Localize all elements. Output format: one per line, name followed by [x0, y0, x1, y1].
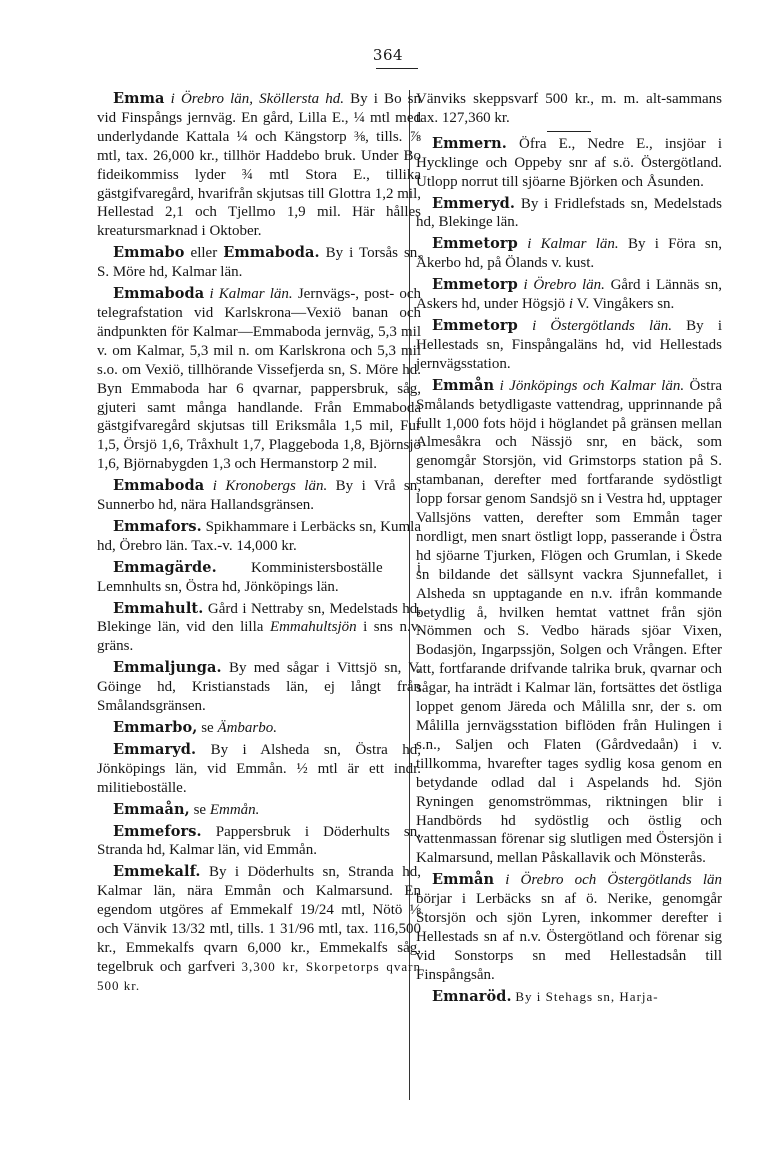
- header-rule: [376, 68, 418, 69]
- entry-headword: Emmetorp: [432, 235, 518, 253]
- entry-text: Jernvägs-, post- och telegrafstation vid Karlskrona—Vexiö banan och ändpunkten för Kalmar—Emmaboda jernväg, 5,3 mil v. om Kalmar, 5,3 mil n. om Karlskrona och 5,3 mil s.o. om Vexiö, tillhörande Vissefjerda sn, S. Möre hd. Byn Emmaboda har 6 qvarnar, pappersbruk, såg, gjuteri samt många handlande. Från Emmaboda gästgifvaregård skjutsas till Eriksmåla 1,5 mil, Fur 1,5, Örsjö 1,6, Tråxhult 1,7, Plaggeboda 1,8, Björnsjö 1,6, Björnabygden 1,3 och Hermanstorp 2 mil.: [97, 286, 422, 473]
- entry-text-small: By i Stehags sn, Harja-: [515, 988, 659, 1004]
- dictionary-entry: [97, 559, 421, 597]
- entry-headword-variant: Emmaboda.: [223, 244, 320, 262]
- dictionary-entry: [416, 377, 722, 869]
- entry-headword: Emmahult.: [113, 599, 204, 617]
- entry-text: se: [193, 801, 207, 818]
- left-column: [97, 90, 421, 999]
- dictionary-entry: [97, 801, 421, 820]
- dictionary-entry: [97, 863, 421, 995]
- entry-headword: Emmaboda: [113, 477, 205, 495]
- dictionary-entry: [97, 741, 421, 798]
- entry-text: Gård i Nettraby sn, Medelstads hd, Blekinge län, vid den lilla: [97, 600, 422, 636]
- entry-reference: i: [568, 296, 574, 313]
- entry-headword: Emmetorp: [432, 276, 518, 294]
- entry-text: By med sågar i Vittsjö sn, V. Göinge hd, Kristianstads län, ej långt från Smålandsgränsen.: [97, 660, 421, 715]
- entry-headword: Emmaboda: [113, 285, 205, 303]
- dictionary-entry: [97, 719, 421, 738]
- dictionary-entry: [416, 135, 722, 192]
- dictionary-entry: [97, 285, 421, 474]
- entry-text: Östra Smålands betydligaste vattendrag, upprinnande på fullt 1,000 fots höjd i höglandet på gränsen mellan Almesåkra och Nässjö snr, en bäck, som genomgår Storsjön, vid Grimstorps station på S. stambanan, derefter med fortfarande sydöstligt lopp forsar genom Sandsjö sn i Vestra hd, upptager Vallsjöns vatten, derefter som Emmån tager nordligt, men snart östligt lopp, passerande i Östra hd sjöarne Tjurken, Flögen och Grumlan, i Skede sn bildande det sällsynt vackra Sjunnefallet, i Alsheda sn upptagande en n.v. ifrån kommande betydlig å, hvilken hemtat vattnet från sjön Nömmen och S. Vedbo härads sjöar Vixen, Bodasjön, Ingarpssjön, Solgen och Vrången. Efter att, fortfarande drifvande talrika bruk, qvarnar och sågar, ha inträdt i Kalmar län, fortsättes det östliga loppet genom Järeda och Målilla snr, der s. om Målilla jernvägsstation biflöden från Hulingen i s.n., Saljen och Flaten (Gårdvedaån) i v. tillkomma, hvarefter tages sydlig kosa genom en betydande odlad dal i Aspelands hd. Sjön Ryningen genomströmmas, riktningen blir i Handbörds hd sydöstlig och östlig och vattenmassan förenar sig slutligen med Östersjön i Kalmarsund, mellan Påskallavik och Mönsterås.: [416, 377, 723, 867]
- entry-headword: Emma: [113, 90, 165, 107]
- entry-text-end: V. Vingåkers sn.: [576, 296, 675, 313]
- dictionary-entry: [97, 600, 421, 657]
- entry-headword: Emmån: [432, 871, 495, 889]
- entry-location: i Kalmar län.: [527, 236, 619, 253]
- page-number: 364: [372, 46, 404, 64]
- dictionary-entry: [416, 871, 722, 984]
- entry-location: i Jönköpings och Kalmar län.: [499, 377, 685, 394]
- entry-headword: Emnaröd.: [432, 987, 512, 1005]
- entry-text: börjar i Lerbäcks sn af ö. Nerike, genomgår Storsjön och sjön Lyren, inkommer derefter i Hellestads sn af n.v. Östergötland och förenar sig vid Sonstorps sn med Hellestadsån till Finspångsån.: [416, 891, 722, 983]
- entry-text: By i Föra sn, Åkerbo hd, på Ölands v. kust.: [416, 236, 723, 272]
- entry-text: By i Alsheda sn, Östra hd, Jönköpings län, vid Emmån. ½ mtl är ett indr. militieboställe.: [97, 741, 422, 796]
- entry-headword: Emmån: [432, 376, 495, 394]
- entry-text: By i Vrå sn, Sunnerbo hd, nära Hallandsgränsen.: [97, 478, 422, 514]
- dictionary-entry: [416, 988, 722, 1007]
- entry-headword: Emmeryd.: [432, 194, 516, 212]
- dictionary-entry: [416, 317, 722, 374]
- entry-headword: Emmagärde.: [113, 558, 217, 576]
- entry-text: By i Fridlefstads sn, Medelstads hd, Blekinge län.: [416, 195, 723, 231]
- entry-text: Gård i Lännäs sn, Askers hd, under Högsjö: [416, 277, 722, 313]
- dictionary-entry: [97, 518, 421, 556]
- dictionary-entry: [416, 276, 722, 314]
- entry-headword: Emmaån,: [113, 800, 190, 818]
- entry-text: By i Hellestads sn, Finspångaläns hd, vid Hellestads jernvägsstation.: [416, 317, 722, 372]
- entry-continuation: [416, 90, 722, 128]
- dictionary-entry: [97, 477, 421, 515]
- dictionary-entry: [97, 823, 421, 861]
- entry-location: i Östergötlands län.: [532, 317, 672, 334]
- entry-location: i Kronobergs län.: [212, 478, 328, 495]
- entry-text: se: [201, 720, 214, 736]
- entry-text: Spikhammare i Lerbäcks sn, Kumla hd, Örebro län. Tax.-v. 14,000 kr.: [97, 518, 421, 554]
- entry-headword: Emmern.: [432, 134, 507, 152]
- entry-headword: Emmetorp: [432, 316, 518, 334]
- entry-text: By i Bo sn vid Finspångs jernväg. En gård, Lilla E., ¼ mtl med underlydande Kattala ¼ och Kängstorp ⅜, tills. ⅞ mtl, tax. 26,000 kr., tillhör Haddebo bruk. Under Bo fideikommiss lyder ¾ mtl Stora E., tillika gästgifvaregård, hvarifrån skjutsas till Glottra 1,2 mil, Hellestad 2,1 och Tjellmo 1,9 mil. Här hålles kreatursmarknad i Oktober.: [97, 91, 422, 240]
- entry-reference: Emmahultsjön: [269, 619, 357, 636]
- dictionary-entry: [97, 659, 421, 716]
- entry-headword: Emmarbo,: [113, 719, 198, 736]
- entry-headword: Emmefors.: [113, 822, 202, 840]
- entry-text-small: 3,300 kr, Skorpetorps qvarn 500 kr.: [97, 958, 421, 993]
- entry-text: Öfra E., Nedre E., insjöar i Hycklinge och Oppeby snr af s.ö. Östergötland. Utlopp norrut till sjöarne Björken och Åsunden.: [416, 135, 722, 190]
- entry-headword: Emmabo: [113, 244, 185, 262]
- entry-text-end: i sns n.v. gräns.: [97, 619, 422, 655]
- entry-location: i Örebro län, Sköllersta hd.: [170, 91, 345, 107]
- dictionary-entry: [97, 90, 421, 241]
- entry-headword: Emmekalf.: [113, 863, 201, 881]
- entry-reference: Ämbarbo.: [217, 720, 278, 736]
- right-column: [416, 90, 722, 1010]
- entry-headword: Emmaljunga.: [113, 659, 222, 677]
- entry-headword: Emmafors.: [113, 517, 202, 535]
- entry-reference: Emmån.: [209, 801, 260, 818]
- entry-text: Pappersbruk i Döderhults sn, Stranda hd, Kalmar län, vid Emmån.: [97, 823, 421, 859]
- entry-text: Komministersboställe i Lemnhults sn, Östra hd, Jönköpings län.: [97, 559, 421, 595]
- entry-text: By i Torsås sn, S. Möre hd, Kalmar län.: [97, 245, 422, 281]
- entry-headword: Emmaryd.: [113, 740, 197, 758]
- dictionary-entry: [416, 235, 722, 273]
- entry-text: Vänviks skeppsvarf 500 kr., m. m. alt-sammans tax. 127,360 kr.: [416, 91, 722, 126]
- entry-connector: eller: [190, 245, 218, 262]
- entry-location: i Örebro och Östergötlands län: [505, 872, 722, 889]
- dictionary-entry: [97, 244, 421, 282]
- section-rule: [547, 131, 591, 132]
- dictionary-entry: [416, 195, 722, 233]
- entry-location: i Örebro län.: [523, 277, 605, 294]
- entry-location: i Kalmar län.: [209, 286, 293, 303]
- entry-text: By i Döderhults sn, Stranda hd, Kalmar län, nära Emmån och Kalmarsund. En egendom utgöres af Emmekalf 19/24 mtl, Nötö ⅛ och Vänvik 13/32 mtl, tills. 1 31/96 mtl, tax. 116,500 kr., Emmekalfs qvarn 6,000 kr., Emmekalfs såg, tegelbruk och garfveri: [97, 864, 421, 975]
